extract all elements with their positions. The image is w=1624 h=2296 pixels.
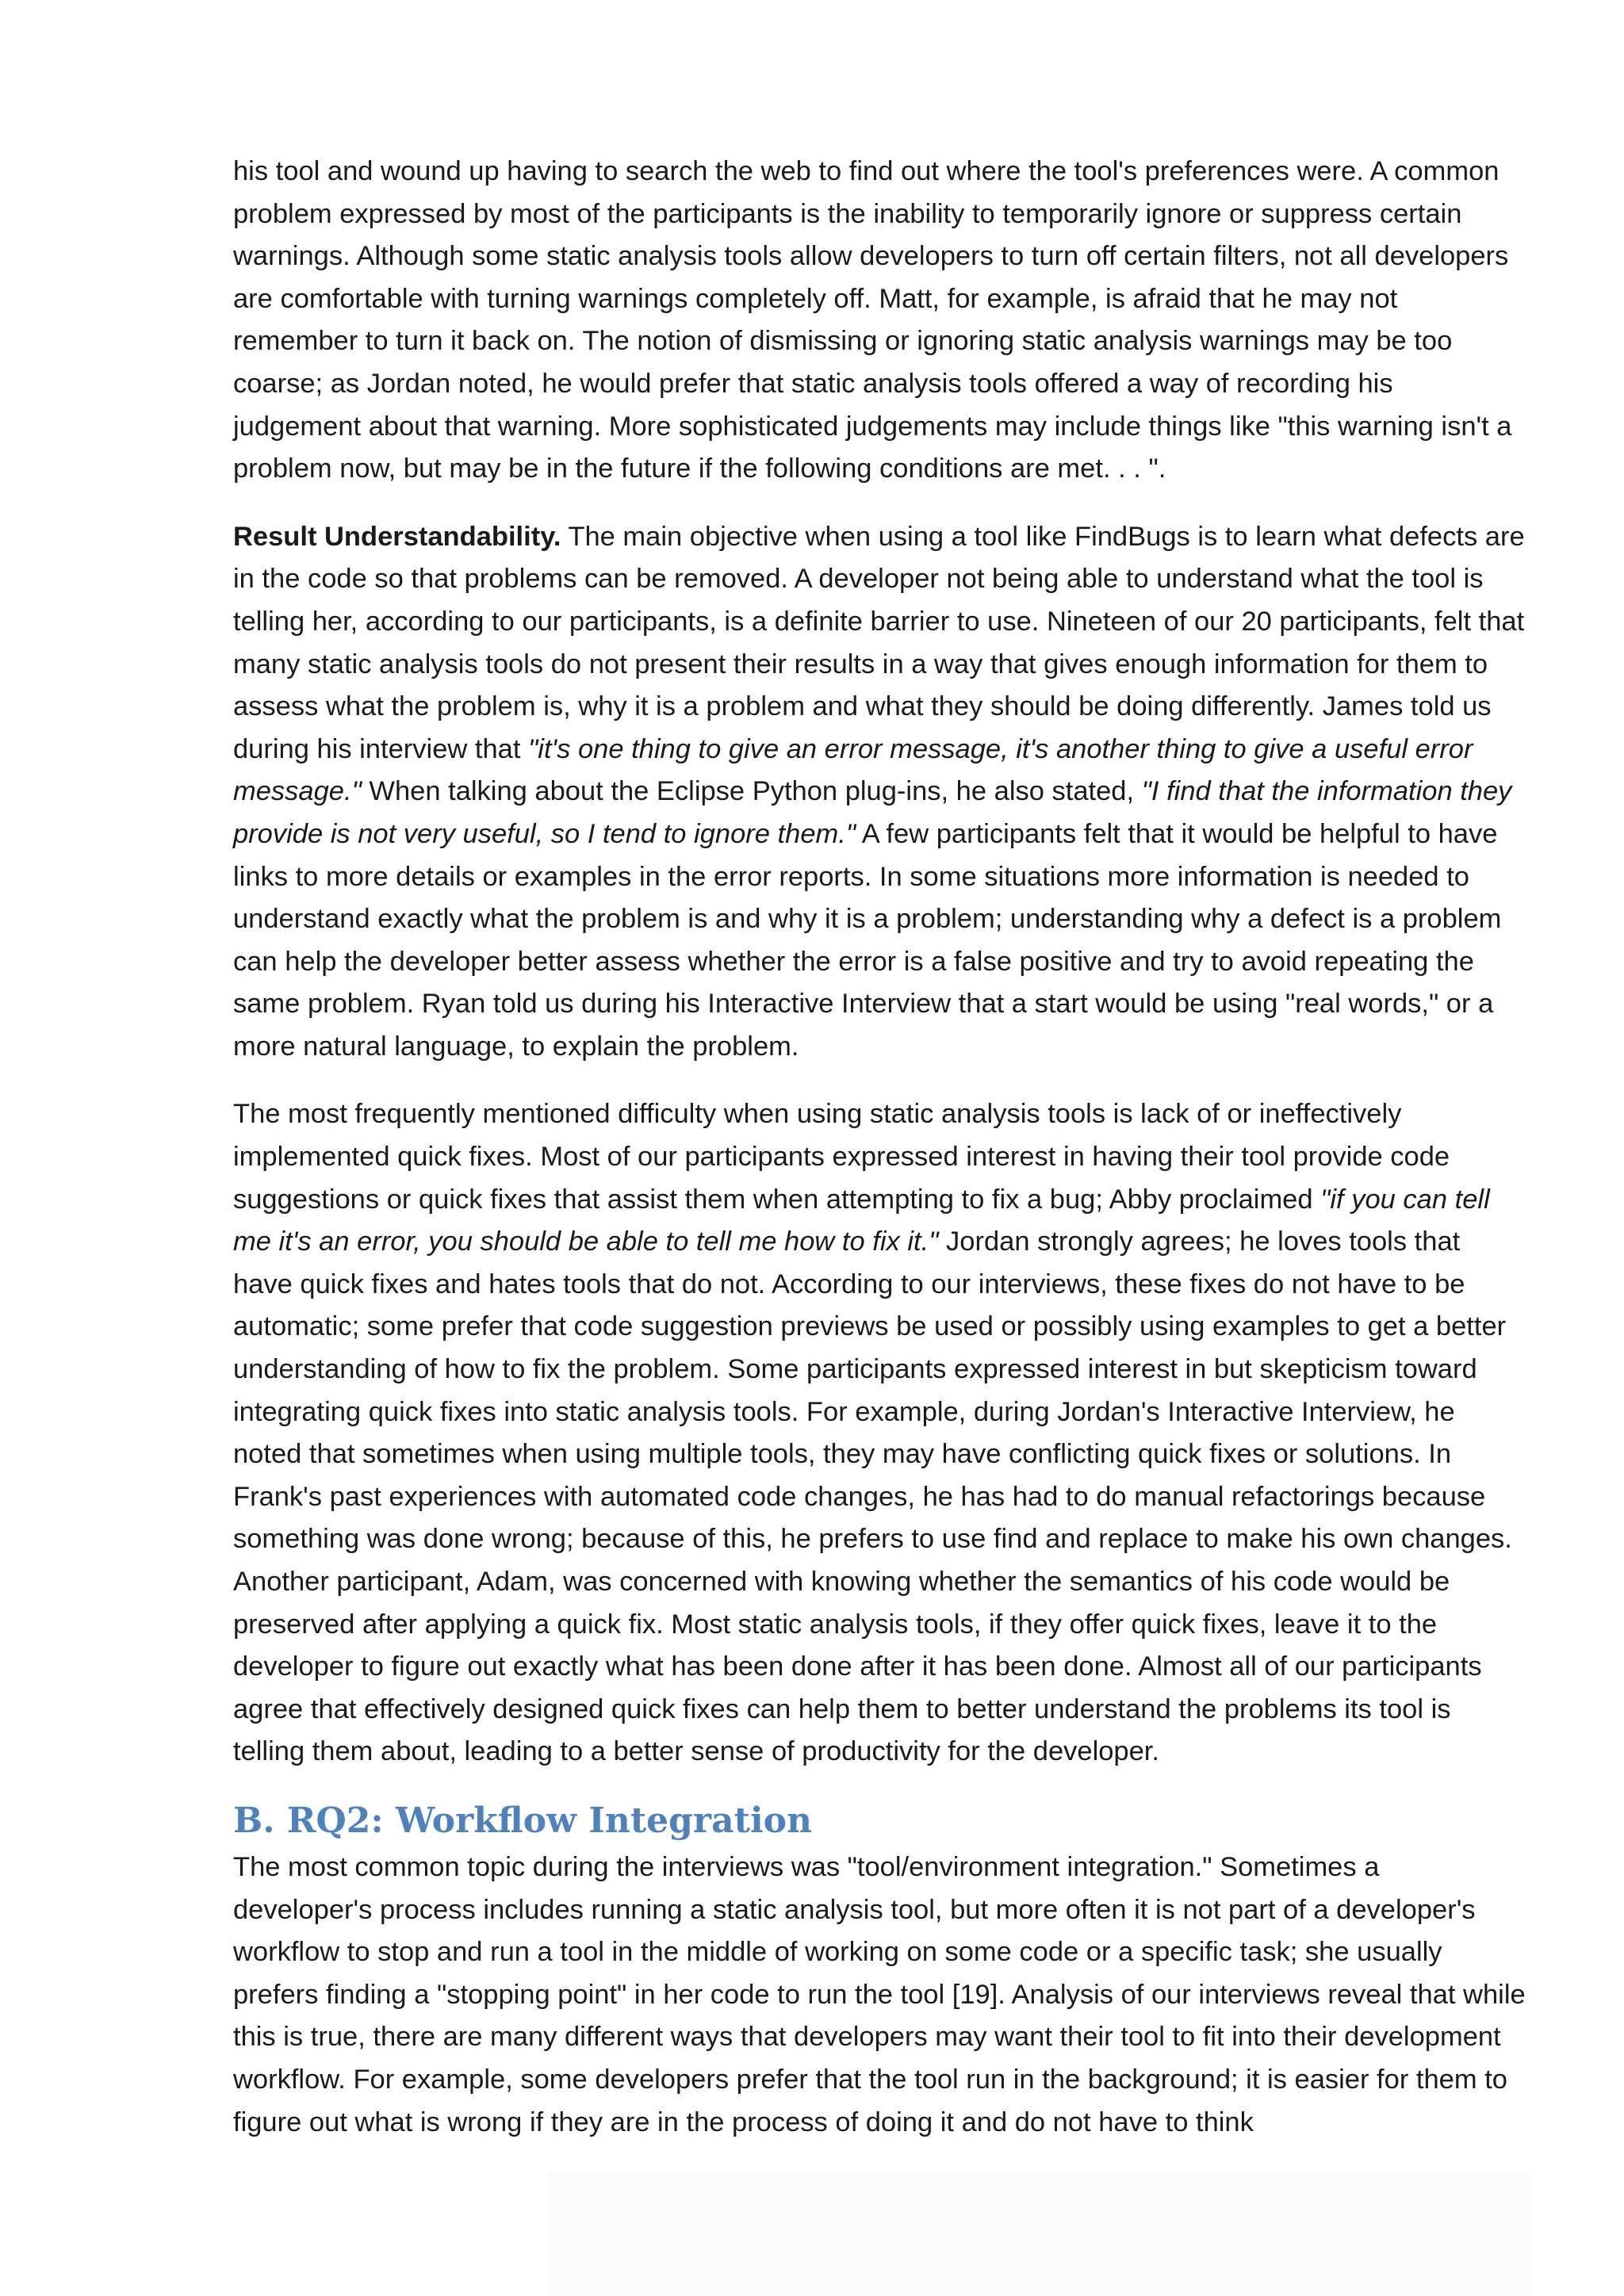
paragraph-text: his tool and wound up having to search the web to find out where the tool's preferences were. A common problem expressed by most of the participants is the inability to temporarily ignore or suppress certain warnings. Although some static analysis tools allow developers to turn off certain filters, not all developers are comfortable with turning warnings completely off. Matt, for example, is afraid that he may not remember to turn it back on. The notion of dismissing or ignoring static analysis warnings may be too coarse; as Jordan noted, he would prefer that static analysis tools offered a way of recording his judgement about that warning. More sophisticated judgements may include things like "this warning isn't a problem now, but may be in the future if the following conditions are met. . . ". xyxy=(233,156,1512,484)
paragraph-text: The most frequently mentioned difficulty when using static analysis tools is lack of or ineffectively implemented quick fixes. Most of our participants expressed interest in having their tool provide code suggestions or quick fixes that assist them when attempting to fix a bug; Abby proclaimed xyxy=(233,1099,1450,1215)
paragraph-text: The most common topic during the interviews was "tool/environment integration." Sometimes a developer's process includes running a static analysis tool, but more often it is not part of a developer's workflow to stop and run a tool in the middle of working on some code or a specific task; she usually prefers finding a "stopping point" in her code to run the tool [19]. Analysis of our interviews reveal that while this is true, there are many different ways that developers may want their tool to fit into their development workflow. For example, some developers prefer that the tool run in the background; it is easier for them to figure out what is wrong if they are in the process of doing it and do not have to think xyxy=(233,1851,1526,2137)
paragraph-text: When talking about the Eclipse Python plug-ins, he also stated, xyxy=(361,776,1142,807)
paragraph-text: Jordan strongly agrees; he loves tools that have quick fixes and hates tools that do not. According to our interviews, these fixes do not have to be automatic; some prefer that code suggestion previews be used or possibly using examples to get a better understanding of how to fix the problem. Some participants expressed interest in but skepticism toward integrating quick fixes into static analysis tools. For example, during Jordan's Interactive Interview, he noted that sometimes when using multiple tools, they may have conflicting quick fixes or solutions. In Frank's past experiences with automated code changes, he has had to do manual refactorings because something was done wrong; because of this, he prefers to use find and replace to make his own changes. Another participant, Adam, was concerned with knowing whether the semantics of his code would be preserved after applying a quick fix. Most static analysis tools, if they offer quick fixes, leave it to the developer to figure out exactly what has been done after it has been done. Almost all of our participants agree that effectively designed quick fixes can help them to better understand the problems its tool is telling them about, leading to a better sense of productivity for the developer. xyxy=(233,1226,1512,1767)
run-in-heading: Result Understandability. xyxy=(233,521,561,552)
paragraph-workflow-integration xyxy=(233,1846,1526,2144)
section-heading: B. RQ2: Workflow Integration xyxy=(233,1800,812,1841)
paragraph-text: A few participants felt that it would be helpful to have links to more details or examples in the error reports. In some situations more information is needed to understand exactly what the problem is and why it is a problem; understanding why a defect is a problem can help the developer better assess whether the error is a false positive and try to avoid repeating the same problem. Ryan told us during his Interactive Interview that a start would be using "real words," or a more natural language, to explain the problem. xyxy=(233,818,1502,1062)
quote-abby-fix: "if you can tell me it's an error, you should be able to tell me how to fix it." xyxy=(233,1184,1490,1257)
paragraph-quick-fixes xyxy=(233,1093,1526,1774)
quote-james-python-plugins: "I find that the information they provide is not very useful, so I tend to ignore them." xyxy=(233,776,1512,849)
page-bottom-shading xyxy=(547,2172,1530,2296)
paragraph-result-understandability xyxy=(233,516,1526,1069)
paragraph-warnings-suppression xyxy=(233,151,1526,491)
document-page xyxy=(233,151,1526,2144)
paragraph-text: The main objective when using a tool like FindBugs is to learn what defects are in the code so that problems can be removed. A developer not being able to understand what the tool is telling her, according to our participants, is a definite barrier to use. Nineteen of our 20 participants, felt that many static analysis tools do not present their results in a way that gives enough information for them to assess what the problem is, why it is a problem and what they should be doing differently. James told us during his interview that xyxy=(233,521,1525,764)
quote-james-error-message: "it's one thing to give an error message, it's another thing to give a useful error message." xyxy=(233,733,1473,807)
